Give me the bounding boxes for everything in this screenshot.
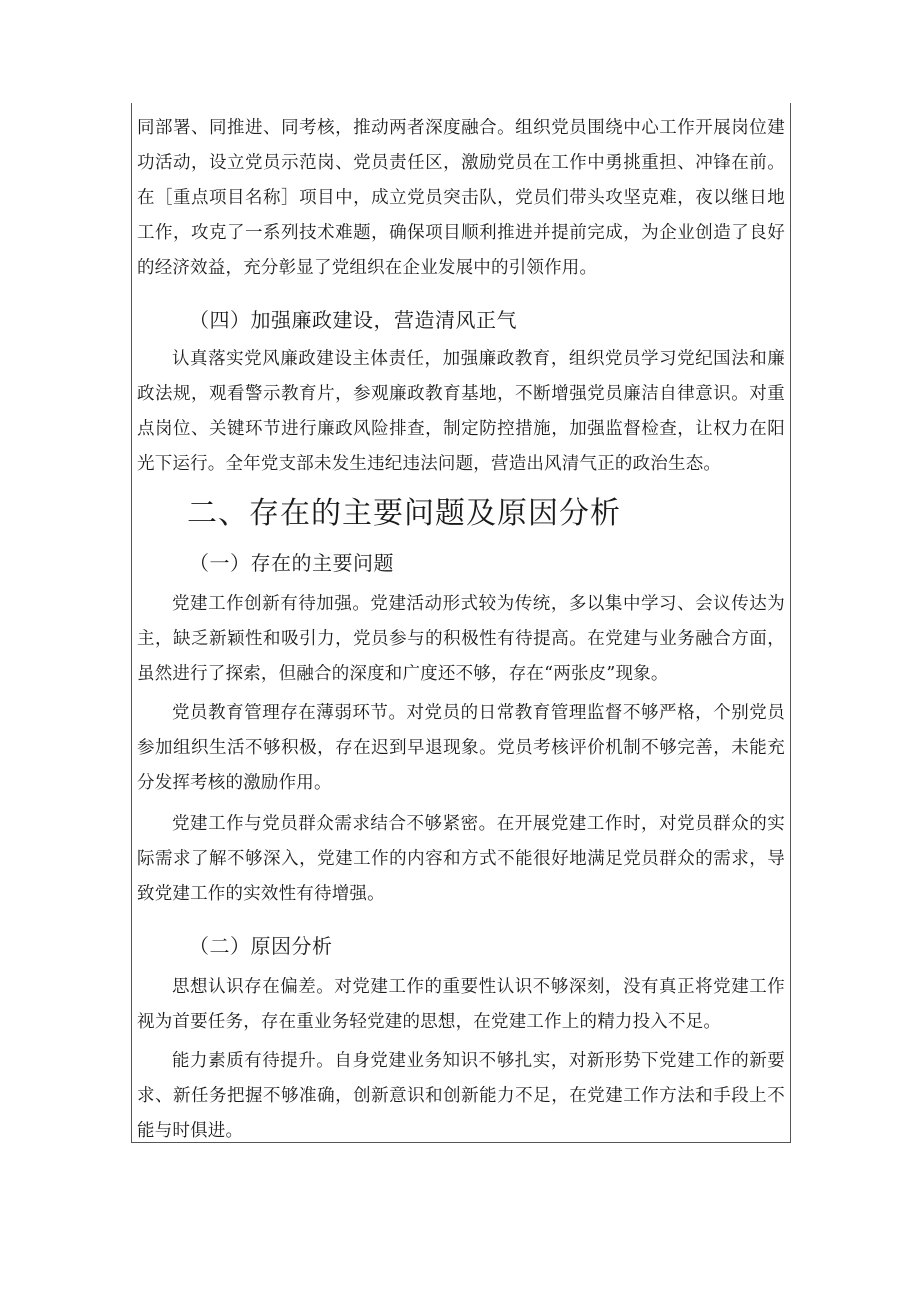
part2-heading: 二、存在的主要问题及原因分析: [187, 496, 621, 531]
sub2-heading: （二）原因分析: [189, 934, 333, 958]
section4-heading: （四）加强廉政建设，营造清风正气: [189, 308, 517, 332]
section4-paragraph: 认真落实党风廉政建设主体责任，加强廉政教育，组织党员学习党纪国法和廉政法规，观看警示教育片，参观廉政教育基地，不断增强党员廉洁自律意识。对重点岗位、关键环节进行廉政风险排查，制定防控措施，加强监督检查，让权力在阳光下运行。全年党支部未发生违纪违法问题，营造出风清气正的政治生态。: [137, 349, 785, 474]
problem-paragraph-1: 党建工作创新有待加强。党建活动形式较为传统，多以集中学习、会议传达为主，缺乏新颖性和吸引力，党员参与的积极性有待提高。在党建与业务融合方面，虽然进行了探索，但融合的深度和广度还不够，存在“两张皮”现象。: [137, 594, 785, 684]
document-content: [137, 111, 785, 1149]
continued-paragraph: 同部署、同推进、同考核，推动两者深度融合。组织党员围绕中心工作开展岗位建功活动，设立党员示范岗、党员责任区，激励党员在工作中勇挑重担、冲锋在前。在［重点项目名称］项目中，成立党员突击队，党员们带头攻坚克难，夜以继日地工作，攻克了一系列技术难题，确保项目顺利推进并提前完成，为企业创造了良好的经济效益，充分彰显了党组织在企业发展中的引领作用。: [137, 118, 785, 278]
problem-paragraph-3: 党建工作与党员群众需求结合不够紧密。在开展党建工作时，对党员群众的实际需求了解不够深入，党建工作的内容和方式不能很好地满足党员群众的需求，导致党建工作的实效性有待增强。: [137, 814, 785, 904]
cause-paragraph-2: 能力素质有待提升。自身党建业务知识不够扎实，对新形势下党建工作的新要求、新任务把握不够准确，创新意识和创新能力不足，在党建工作方法和手段上不能与时俱进。: [137, 1051, 785, 1141]
sub1-heading: （一）存在的主要问题: [189, 551, 394, 575]
problem-paragraph-2: 党员教育管理存在薄弱环节。对党员的日常教育管理监督不够严格，个别党员参加组织生活不够积极，存在迟到早退现象。党员考核评价机制不够完善，未能充分发挥考核的激励作用。: [137, 703, 785, 793]
cause-paragraph-1: 思想认识存在偏差。对党建工作的重要性认识不够深刻，没有真正将党建工作视为首要任务，存在重业务轻党建的思想，在党建工作上的精力投入不足。: [137, 977, 785, 1032]
